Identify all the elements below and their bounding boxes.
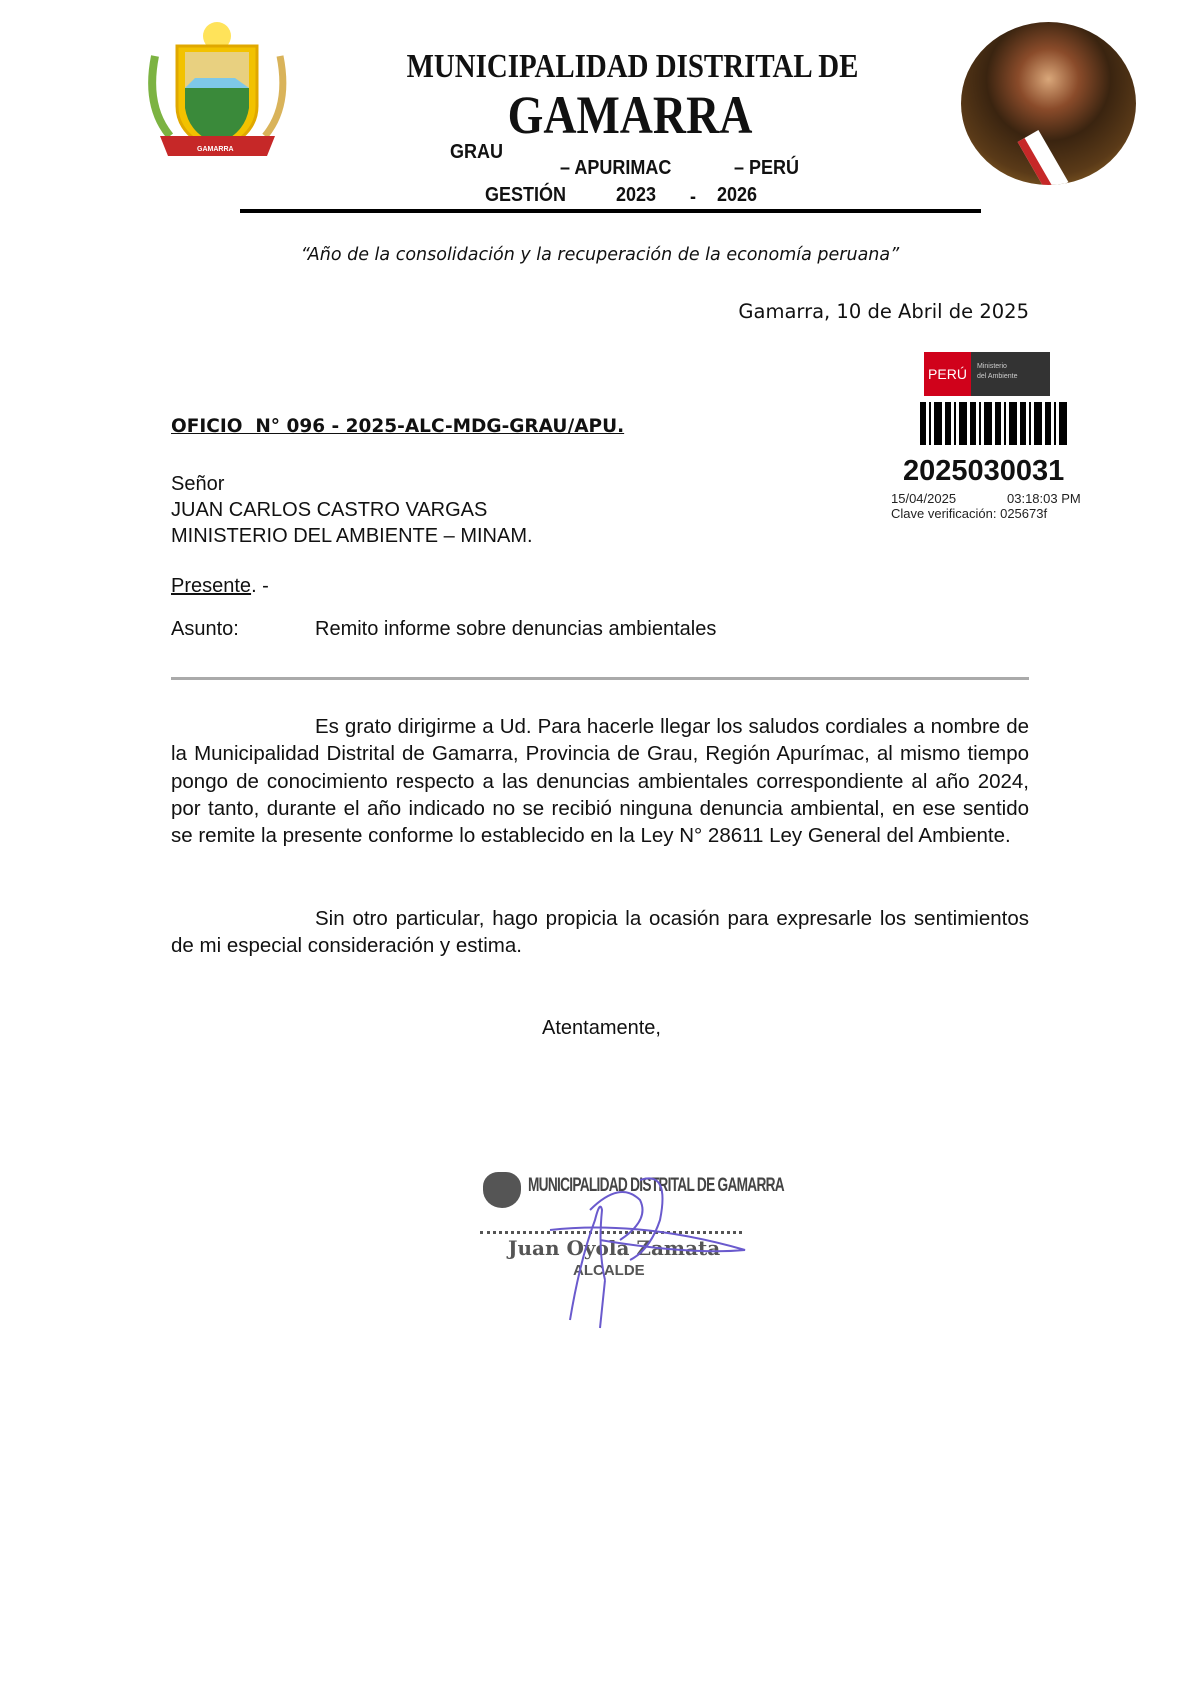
header-province: GRAU: [450, 141, 504, 163]
closing: Atentamente,: [542, 1017, 661, 1039]
portrait-image: [961, 22, 1136, 185]
registry-number: 2025030031: [903, 455, 1065, 487]
presente-text: Presente: [171, 575, 252, 597]
header-gestion-end: 2026: [717, 184, 758, 206]
logo-banner-text: GAMARRA: [197, 146, 234, 153]
presente-line: [171, 575, 269, 598]
motto: “Año de la consolidación y la recuperación de la economía peruana”: [300, 245, 900, 265]
header-country: – PERÚ: [734, 157, 800, 179]
municipal-coat-of-arms-logo: [135, 16, 300, 164]
peru-badge: PERÚ: [924, 352, 971, 396]
recipient-name: JUAN CARLOS CASTRO VARGAS: [171, 499, 488, 521]
signature-seal-icon: [483, 1172, 521, 1208]
oficio-number: OFICIO N° 096 - 2025-ALC-MDG-GRAU/APU.: [171, 416, 625, 437]
signatory-name: Juan Oyola Zamata: [508, 1236, 721, 1260]
body-paragraph-1: Es grato dirigirme a Ud. Para hacerle llegar los saludos cordiales a nombre de la Municipalidad Distrital de Gamarra, Provincia de Grau, Región Apurímac, al mismo tiempo pongo de conocimiento respecto a las denuncias ambientales correspondiente al año 2024, por tanto, durante el año indicado no se recibió ninguna denuncia ambiental, en ese sentido se remite la presente conforme lo establecido en la Ley N° 28611 Ley General del Ambiente.: [171, 715, 1029, 848]
asunto-value: Remito informe sobre denuncias ambientales: [315, 618, 717, 640]
recipient-institution: MINISTERIO DEL AMBIENTE – MINAM.: [171, 525, 533, 547]
signature-stamp-text: MUNICIPALIDAD DISTRITAL DE GAMARRA: [528, 1175, 784, 1196]
ministry-logo: [924, 352, 1050, 396]
handwritten-signature: [540, 1160, 760, 1330]
body-paragraph-2: Sin otro particular, hago propicia la ocasión para expresarle los sentimientos de mi especial consideración y estima.: [171, 907, 1029, 958]
section-divider: [171, 677, 1029, 680]
header-region: – APURIMAC: [560, 157, 672, 179]
signatory-title: ALCALDE: [573, 1262, 645, 1279]
barcode: [920, 402, 1069, 445]
presente-suffix: . -: [251, 575, 269, 597]
ministry-line1: Ministerio: [977, 363, 1007, 370]
recipient-salutation: Señor: [171, 473, 225, 495]
header-gestion-sep: -: [690, 186, 697, 208]
ministry-line2: del Ambiente: [977, 373, 1018, 380]
registry-date: 15/04/2025: [891, 491, 957, 506]
header-gestion-label: GESTIÓN: [485, 184, 567, 206]
asunto-label: Asunto:: [171, 618, 239, 640]
registry-verification: Clave verificación: 025673f: [891, 506, 1048, 521]
registry-time: 03:18:03 PM: [1007, 491, 1081, 506]
header-title-line1: MUNICIPALIDAD DISTRITAL DE: [406, 48, 859, 85]
header-gestion-start: 2023: [616, 184, 657, 206]
header-divider: [240, 209, 981, 213]
date-line: Gamarra, 10 de Abril de 2025: [738, 300, 1029, 323]
header-title-line2: GAMARRA: [507, 85, 753, 145]
